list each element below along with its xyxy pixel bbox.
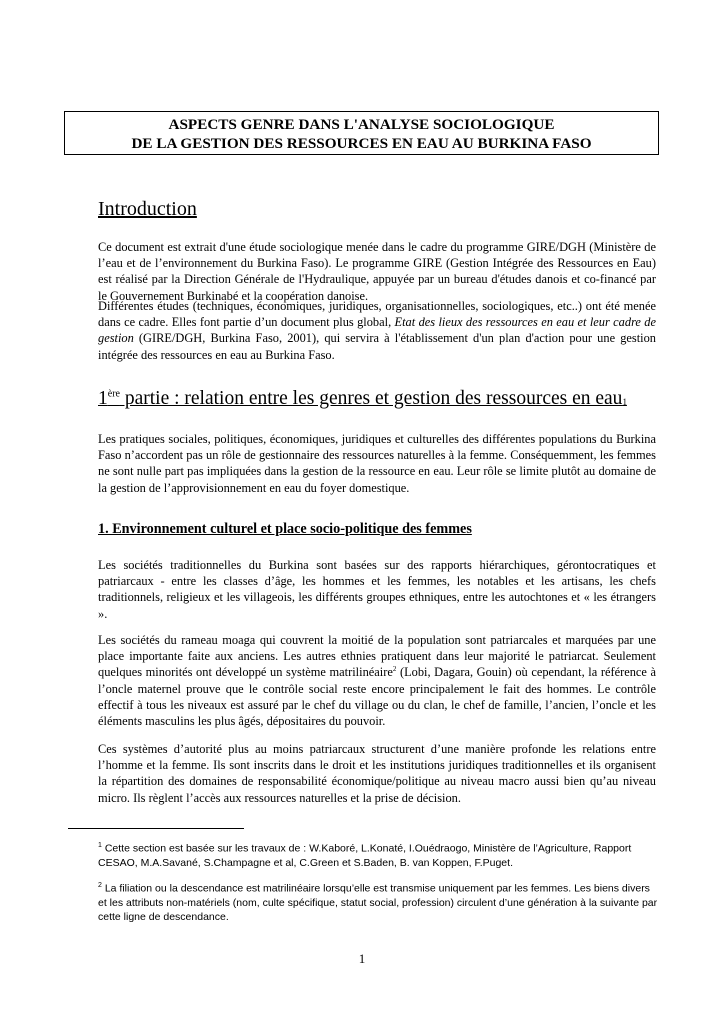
part-1-heading-text: partie : relation entre les genres et gestion des ressources en eau — [119, 388, 623, 409]
footnote-1 — [98, 839, 658, 870]
section-1-p2-start: Les sociétés du rameau moaga qui couvrent la moitié de la population sont patriarcales et marquées par une place importante faite aux anciens. Les autres ethnies pratiquent dans leur majorité le patriarcat. Seulement quelques minorités ont développé un système matrilinéaire — [98, 633, 656, 680]
footnote-ref-2[interactable]: 2 — [392, 665, 397, 674]
footnote-separator — [68, 828, 244, 829]
intro-p2-end: (GIRE/DGH, Burkina Faso, 2001), qui servira à l'établissement d'un plan d'action pour une gestion intégrée des ressources en eau au Burkina Faso. — [98, 331, 656, 362]
section-1-paragraph-1: Les sociétés traditionnelles du Burkina sont basées sur des rapports hiérarchiques, gérontocratiques et patriarcaux - entre les classes d’âge, les hommes et les femmes, les notables et les artisans, les chefs traditionnels, religieux et les villageois, les différents groupes ethniques, entre les autochtones et « les étrangers ». — [98, 558, 656, 621]
section-1-paragraph-2 — [98, 632, 656, 729]
title-line-2: DE LA GESTION DES RESSOURCES EN EAU AU BURKINA FASO — [131, 135, 592, 152]
section-1-paragraph-3: Ces systèmes d’autorité plus au moins patriarcaux structurent d’une manière profonde les relations entre l’homme et la femme. Ils sont inscrits dans le droit et les institutions juridiques traditionnelles et ils organisent la répartition des domaines de responsabilité économique/politique au niveau macro aussi bien qu’au niveau micro. Ils règlent l’accès aux ressources naturelles et la prise de décision. — [98, 742, 656, 805]
part-1-heading — [98, 388, 627, 410]
title-line-1: ASPECTS GENRE DANS L'ANALYSE SOCIOLOGIQUE — [168, 116, 555, 133]
intro-paragraph-1: Ce document est extrait d'une étude sociologique menée dans le cadre du programme GIRE/DGH (Ministère de l’eau et de l’environnement du Burkina Faso). Le programme GIRE (Gestion Intégrée des Ressources en Eau) est réalisé par la Direction Générale de l'Hydraulique, appuyée par un bureau d'études danois et co-financé par le Gouvernement Burkinabé et la coopération danoise. — [98, 240, 656, 303]
section-1-heading: 1. Environnement culturel et place socio-politique des femmes — [98, 521, 472, 537]
footnote-2-text: La filiation ou la descendance est matrilinéaire lorsqu’elle est transmise uniquement par les femmes. Les biens divers et les attributs non-matériels (nom, culte spécifique, statut social, profession) circulent d’une génération à la suivante par cette ligne de descendance. — [98, 882, 658, 923]
page-number: 1 — [358, 951, 366, 966]
document-title-box — [64, 111, 659, 155]
footnote-2 — [98, 879, 658, 924]
intro-p2-italic-title: Etat des lieux des ressources en eau et leur cadre de gestion — [98, 315, 656, 346]
footnote-2-number: 2 — [98, 882, 102, 889]
footnote-ref-1[interactable]: 1 — [622, 397, 627, 407]
intro-paragraph-2 — [98, 298, 656, 363]
introduction-heading: Introduction — [98, 198, 197, 220]
part-1-paragraph-1: Les pratiques sociales, politiques, économiques, juridiques et culturelles des différentes populations du Burkina Faso n’accordent pas un rôle de gestionnaire des ressources naturelles à la femme. Conséquemment, les femmes ne sont nulle part pas impliquées dans la gestion de la ressource en eau. Leur rôle se limite plutôt au domaine de la gestion de l’approvisionnement en eau du foyer domestique. — [98, 432, 656, 495]
part-1-ordinal: ère — [107, 388, 120, 400]
section-1-p2-end: (Lobi, Dagara, Gouin) où cependant, la référence à l’oncle maternel prouve que le contrôle social reste encore principalement le fait des hommes. Le contrôle effectif à tous les niveaux est assuré par le chef du village ou du clan, le chef de famille, l’ancien, l’oncle et les éléments masculins les plus âgés, dépositaires du pouvoir. — [98, 665, 656, 729]
footnote-1-text: Cette section est basée sur les travaux de : W.Kaboré, L.Konaté, I.Ouédraogo, Ministère de l’Agriculture, Rapport CESAO, M.A.Savané, S.Champagne et al, C.Green et S.Baden, B. van Koppen, F.Puget. — [98, 842, 632, 869]
intro-p2-start: Différentes études (techniques, économiques, juridiques, organisationnelles, sociologiques, etc..) ont été menée dans ce cadre. Elles font partie d’un document plus global, — [98, 299, 656, 330]
part-1-number: 1 — [98, 388, 108, 409]
footnote-1-number: 1 — [98, 842, 102, 849]
